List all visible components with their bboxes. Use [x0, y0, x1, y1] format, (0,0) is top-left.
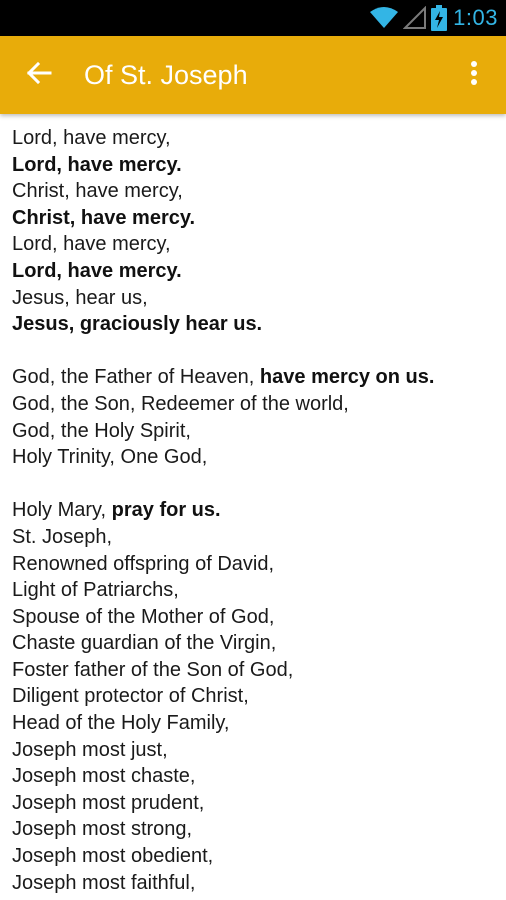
litany-line	[12, 311, 502, 338]
litany-line	[12, 125, 502, 152]
back-button[interactable]	[10, 36, 68, 114]
response-text: Jesus, graciously hear us.	[12, 313, 263, 336]
litany-line	[12, 205, 502, 232]
response-text: Christ, have mercy.	[12, 206, 196, 229]
litany-line	[12, 391, 502, 418]
invocation-text: God, the Son, Redeemer of the world,	[12, 392, 349, 415]
response-text: have mercy on us.	[259, 366, 435, 389]
litany-line	[12, 497, 502, 524]
page-title: Of St. Joseph	[84, 59, 248, 90]
litany-line	[12, 630, 502, 657]
litany-line	[12, 657, 502, 684]
blank-line	[12, 338, 502, 365]
litany-line	[12, 258, 502, 285]
status-icons	[369, 5, 447, 31]
invocation-text: Holy Trinity, One God,	[12, 446, 208, 469]
overflow-menu-button[interactable]	[454, 36, 494, 114]
litany-line	[12, 418, 502, 445]
litany-line	[12, 524, 502, 551]
invocation-text: Diligent protector of Christ,	[12, 685, 249, 708]
invocation-text: Joseph most chaste,	[12, 765, 196, 788]
invocation-text: Joseph most strong,	[12, 818, 193, 841]
litany-line	[12, 444, 502, 471]
litany-line	[12, 710, 502, 737]
invocation-text: Joseph most obedient,	[12, 845, 214, 868]
litany-line	[12, 577, 502, 604]
response-text: Lord, have mercy.	[12, 153, 182, 176]
invocation-text: Spouse of the Mother of God,	[12, 605, 275, 628]
response-text: pray for us.	[111, 499, 221, 522]
invocation-text: Chaste guardian of the Virgin,	[12, 632, 277, 655]
invocation-text: Renowned offspring of David,	[12, 552, 275, 575]
invocation-text: God, the Father of Heaven,	[12, 366, 260, 389]
invocation-text: Joseph most prudent,	[12, 791, 205, 814]
invocation-text: Joseph most just,	[12, 738, 168, 761]
signal-icon	[403, 6, 427, 30]
response-text: Lord, have mercy.	[12, 259, 182, 282]
litany-line	[12, 790, 502, 817]
litany-line	[12, 737, 502, 764]
litany-line	[12, 604, 502, 631]
more-vert-icon	[470, 60, 478, 91]
invocation-text: Foster father of the Son of God,	[12, 658, 294, 681]
litany-line	[12, 231, 502, 258]
invocation-text: Holy Mary,	[12, 499, 112, 522]
invocation-text: Joseph most faithful,	[12, 871, 196, 894]
blank-line	[12, 471, 502, 498]
wifi-icon	[369, 6, 399, 30]
invocation-text: St. Joseph,	[12, 525, 113, 548]
litany-line	[12, 364, 502, 391]
litany-line	[12, 551, 502, 578]
invocation-text: Head of the Holy Family,	[12, 712, 230, 735]
litany-line	[12, 816, 502, 843]
litany-line	[12, 178, 502, 205]
invocation-text: God, the Holy Spirit,	[12, 419, 191, 442]
invocation-text: Lord, have mercy,	[12, 127, 171, 149]
litany-line	[12, 152, 502, 179]
invocation-text: Jesus, hear us,	[12, 286, 148, 309]
litany-line	[12, 870, 502, 897]
invocation-text: Light of Patriarchs,	[12, 579, 179, 602]
status-bar	[0, 0, 506, 36]
litany-line	[12, 285, 502, 312]
status-time: 1:03	[453, 5, 498, 30]
invocation-text: Lord, have mercy,	[12, 233, 171, 256]
battery-charging-icon	[431, 5, 447, 31]
litany-line	[12, 843, 502, 870]
invocation-text: Christ, have mercy,	[12, 180, 183, 203]
litany-line	[12, 683, 502, 710]
app-bar	[0, 36, 506, 114]
arrow-left-icon	[26, 61, 52, 90]
litany-text	[12, 125, 502, 896]
litany-line	[12, 763, 502, 790]
